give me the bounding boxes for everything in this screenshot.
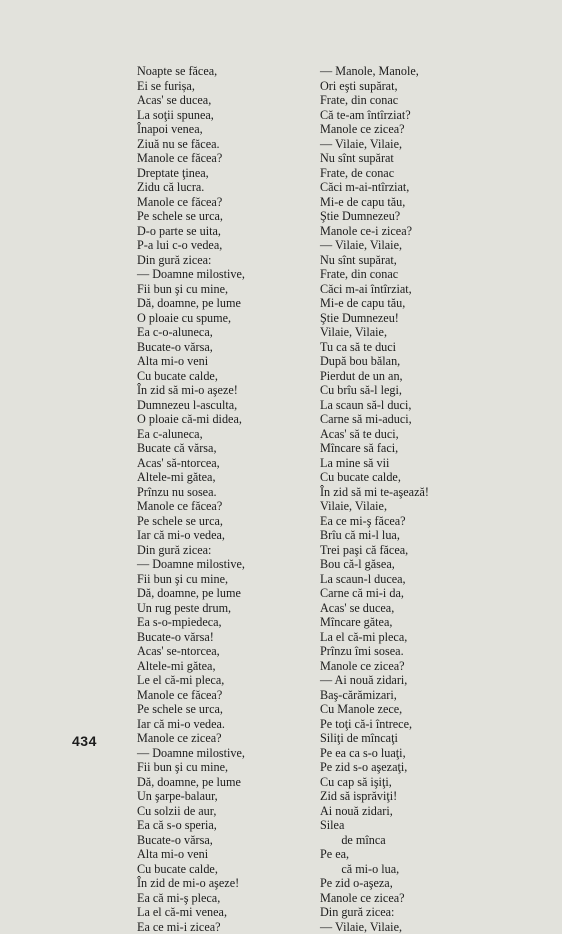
poem-line: Manole ce zicea? [320, 659, 429, 674]
poem-line: Siliţi de mîncaţi [320, 731, 429, 746]
poem-line: Din gură zicea: [137, 253, 245, 268]
poem-line: La scaun să-l duci, [320, 398, 429, 413]
poem-line: Acas' se ducea, [137, 93, 245, 108]
poem-line: Nu sînt supărat [320, 151, 429, 166]
poem-line: Pe ea, [320, 847, 429, 862]
poem-line: Baş-cărămizari, [320, 688, 429, 703]
poem-line: Pe schele se urca, [137, 702, 245, 717]
poem-line: — Ai nouă zidari, [320, 673, 429, 688]
poem-line: În zid să mi-o aşeze! [137, 383, 245, 398]
poem-line: Căci m-ai întîrziat, [320, 282, 429, 297]
poem-line: O ploaie cu spume, [137, 311, 245, 326]
poem-line: Pe ea ca s-o luaţi, [320, 746, 429, 761]
poem-line: Alta mi-o veni [137, 354, 245, 369]
poem-line: Frate, din conac [320, 267, 429, 282]
poem-line: Ea ce mi-ş făcea? [320, 514, 429, 529]
poem-line: Ştie Dumnezeu? [320, 209, 429, 224]
poem-line: Mi-e de capu tău, [320, 296, 429, 311]
poem-line: Cu brîu să-l legi, [320, 383, 429, 398]
poem-line: O ploaie că-mi didea, [137, 412, 245, 427]
poem-line: Frate, din conac [320, 93, 429, 108]
poem-line: Iar că mi-o vedea. [137, 717, 245, 732]
poem-line: Vilaie, Vilaie, [320, 499, 429, 514]
poem-line: Pe schele se urca, [137, 209, 245, 224]
poem-line: Le el că-mi pleca, [137, 673, 245, 688]
poem-column-left [137, 64, 245, 934]
poem-line: Din gură zicea: [320, 905, 429, 920]
poem-line: Manole ce făcea? [137, 499, 245, 514]
poem-line: Ei se furișa, [137, 79, 245, 94]
poem-line: Ea s-o-mpiedeca, [137, 615, 245, 630]
poem-line: Manole ce zicea? [320, 891, 429, 906]
poem-line: Fii bun şi cu mine, [137, 760, 245, 775]
poem-line: Cu solzii de aur, [137, 804, 245, 819]
page-number: 434 [72, 733, 97, 749]
poem-line: Mi-e de capu tău, [320, 195, 429, 210]
poem-line: Bucate că vărsa, [137, 441, 245, 456]
poem-line: Manole ce făcea? [137, 151, 245, 166]
poem-line: După bou bălan, [320, 354, 429, 369]
poem-line: Trei paşi că făcea, [320, 543, 429, 558]
poem-line: La el că-mi venea, [137, 905, 245, 920]
poem-line: — Doamne milostive, [137, 267, 245, 282]
poem-line: Manole ce făcea? [137, 688, 245, 703]
poem-line: Altele-mi gătea, [137, 659, 245, 674]
poem-line: Pe zid o-aşeza, [320, 876, 429, 891]
poem-line: Manole ce-i zicea? [320, 224, 429, 239]
poem-line: Ai nouă zidari, [320, 804, 429, 819]
poem-line: Ziuă nu se făcea. [137, 137, 245, 152]
poem-line: La soţii spunea, [137, 108, 245, 123]
poem-line: Nu sînt supărat, [320, 253, 429, 268]
poem-line: Dă, doamne, pe lume [137, 775, 245, 790]
poem-line: Cu bucate calde, [320, 470, 429, 485]
poem-line: Altele-mi gătea, [137, 470, 245, 485]
poem-line: Bucate-o vărsa, [137, 833, 245, 848]
poem-line: Căci m-ai-ntîrziat, [320, 180, 429, 195]
poem-line: Ea că mi-ş pleca, [137, 891, 245, 906]
poem-line: — Doamne milostive, [137, 557, 245, 572]
poem-line: Manole ce zicea? [320, 122, 429, 137]
poem-line: Manole ce zicea? [137, 731, 245, 746]
poem-line: Dă, doamne, pe lume [137, 296, 245, 311]
poem-line: Că te-am întîrziat? [320, 108, 429, 123]
poem-line: Cu cap să işiţi, [320, 775, 429, 790]
poem-line: Pe schele se urca, [137, 514, 245, 529]
poem-line: Carne să mi-aduci, [320, 412, 429, 427]
poem-line: Pe zid s-o aşezaţi, [320, 760, 429, 775]
poem-line: de mînca [320, 833, 429, 848]
poem-line: Fii bun şi cu mine, [137, 282, 245, 297]
poem-column-right [320, 64, 429, 934]
poem-line: Iar că mi-o vedea, [137, 528, 245, 543]
poem-line: Bucate-o vărsa! [137, 630, 245, 645]
poem-line: La el că-mi pleca, [320, 630, 429, 645]
poem-line: Silea [320, 818, 429, 833]
poem-line: Zidu că lucra. [137, 180, 245, 195]
poem-line: — Vilaie, Vilaie, [320, 238, 429, 253]
poem-line: — Doamne milostive, [137, 746, 245, 761]
poem-line: Pierdut de un an, [320, 369, 429, 384]
poem-line: În zid de mi-o aşeze! [137, 876, 245, 891]
poem-line: D-o parte se uita, [137, 224, 245, 239]
poem-line: — Vilaie, Vilaie, [320, 920, 429, 934]
poem-line: Ea că s-o speria, [137, 818, 245, 833]
poem-line: Alta mi-o veni [137, 847, 245, 862]
poem-line: P-a lui c-o vedea, [137, 238, 245, 253]
poem-line: că mi-o lua, [320, 862, 429, 877]
poem-line: Acas' să te duci, [320, 427, 429, 442]
poem-line: Ori eşti supărat, [320, 79, 429, 94]
poem-line: Carne că mi-i da, [320, 586, 429, 601]
poem-line: Acas' se-ntorcea, [137, 644, 245, 659]
poem-line: — Vilaie, Vilaie, [320, 137, 429, 152]
poem-line: Cu bucate calde, [137, 862, 245, 877]
poem-line: Cu Manole zece, [320, 702, 429, 717]
poem-line: Manole ce făcea? [137, 195, 245, 210]
poem-line: Cu bucate calde, [137, 369, 245, 384]
poem-line: Un şarpe-balaur, [137, 789, 245, 804]
poem-line: Un rug peste drum, [137, 601, 245, 616]
poem-line: La scaun-l ducea, [320, 572, 429, 587]
poem-line: Pe toţi că-i întrece, [320, 717, 429, 732]
poem-line: Fii bun şi cu mine, [137, 572, 245, 587]
poem-line: — Manole, Manole, [320, 64, 429, 79]
poem-line: Mîncare să faci, [320, 441, 429, 456]
poem-line: Dumnezeu l-asculta, [137, 398, 245, 413]
poem-line: Prînzu îmi sosea. [320, 644, 429, 659]
poem-line: Ştie Dumnezeu! [320, 311, 429, 326]
poem-line: Dă, doamne, pe lume [137, 586, 245, 601]
poem-line: Ea c-o-aluneca, [137, 325, 245, 340]
poem-line: Mîncare gătea, [320, 615, 429, 630]
poem-line: Ea ce mi-i zicea? [137, 920, 245, 934]
poem-line: La mine să vii [320, 456, 429, 471]
poem-line: Prînzu nu sosea. [137, 485, 245, 500]
poem-line: Vilaie, Vilaie, [320, 325, 429, 340]
poem-line: Înapoi venea, [137, 122, 245, 137]
poem-line: Brîu că mi-l lua, [320, 528, 429, 543]
poem-line: Noapte se făcea, [137, 64, 245, 79]
poem-line: Ea c-aluneca, [137, 427, 245, 442]
poem-line: Acas' se ducea, [320, 601, 429, 616]
poem-line: Tu ca să te duci [320, 340, 429, 355]
poem-line: Acas' să-ntorcea, [137, 456, 245, 471]
poem-line: Din gură zicea: [137, 543, 245, 558]
poem-line: Dreptate ţinea, [137, 166, 245, 181]
poem-line: Zid să isprăviţi! [320, 789, 429, 804]
poem-line: În zid să mi te-aşează! [320, 485, 429, 500]
poem-line: Bou că-l găsea, [320, 557, 429, 572]
poem-line: Bucate-o vărsa, [137, 340, 245, 355]
poem-line: Frate, de conac [320, 166, 429, 181]
